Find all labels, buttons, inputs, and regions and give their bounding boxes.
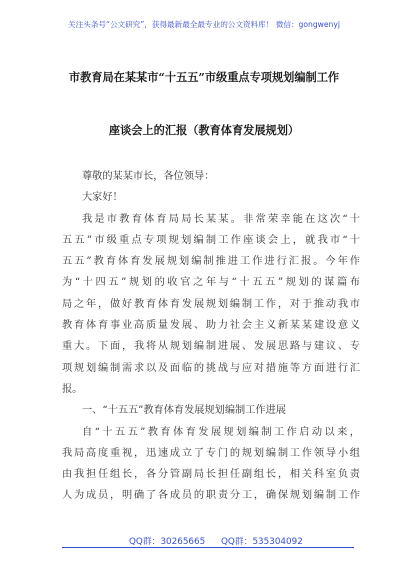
document-title-line-1: 市教育局在某某市“十五五”市级重点专项规划编制工作: [68, 70, 340, 84]
body-line: 重大。下面，我将从规划编制进展、发展思路与建议、专: [62, 341, 360, 353]
body-line: 五五”市级重点专项规划编制工作座谈会上，就我市“十: [62, 234, 360, 246]
footer-divider: [62, 547, 354, 548]
body-line: 自“十五五”教育体育发展规划编制工作启动以来，: [82, 426, 360, 438]
body-line: 教育体育事业高质量发展、助力社会主义新某某建设意义: [62, 320, 360, 332]
body-line: 由我担任组长，各分管副局长担任副组长，相关科室负责: [62, 469, 360, 481]
footer-qq-group-2: QQ群：535304092: [221, 537, 303, 547]
section-heading: 一、“十五五”教育体育发展规划编制工作进展: [82, 405, 286, 417]
body-line: 我是市教育体育局局长某某。非常荣幸能在这次“十: [82, 213, 360, 225]
salutation-line: 尊敬的某某市长，各位领导：: [82, 171, 215, 182]
body-line: 项规划编制需求以及面临的挑战与应对措施等方面进行汇: [62, 362, 360, 374]
header-promo-note: 关注头条号“公文研究”，获得最新最全最专业的公文资料库！ 微信：gongwenyj: [68, 20, 340, 29]
document-title-line-2: 座谈会上的汇报（教育体育发展规划）: [108, 123, 300, 137]
body-line: 为“十四五”规划的收官之年与“十五五”规划的谋篇布: [62, 277, 360, 289]
body-line: 五五”教育体育发展规划编制推进工作进行汇报。今年作: [62, 256, 360, 268]
body-line: 人为成员，明确了各成员的职责分工，确保规划编制工作: [62, 490, 360, 502]
footer-qq-group-1: QQ群：30265665: [129, 537, 206, 547]
body-line: 局之年，做好教育体育发展规划编制工作，对于推动我市: [62, 298, 360, 310]
body-line: 我局高度重视，迅速成立了专门的规划编制工作领导小组: [62, 447, 360, 459]
body-line: 报。: [62, 383, 83, 395]
greeting-line: 大家好！: [82, 192, 123, 204]
document-body: [62, 166, 360, 507]
